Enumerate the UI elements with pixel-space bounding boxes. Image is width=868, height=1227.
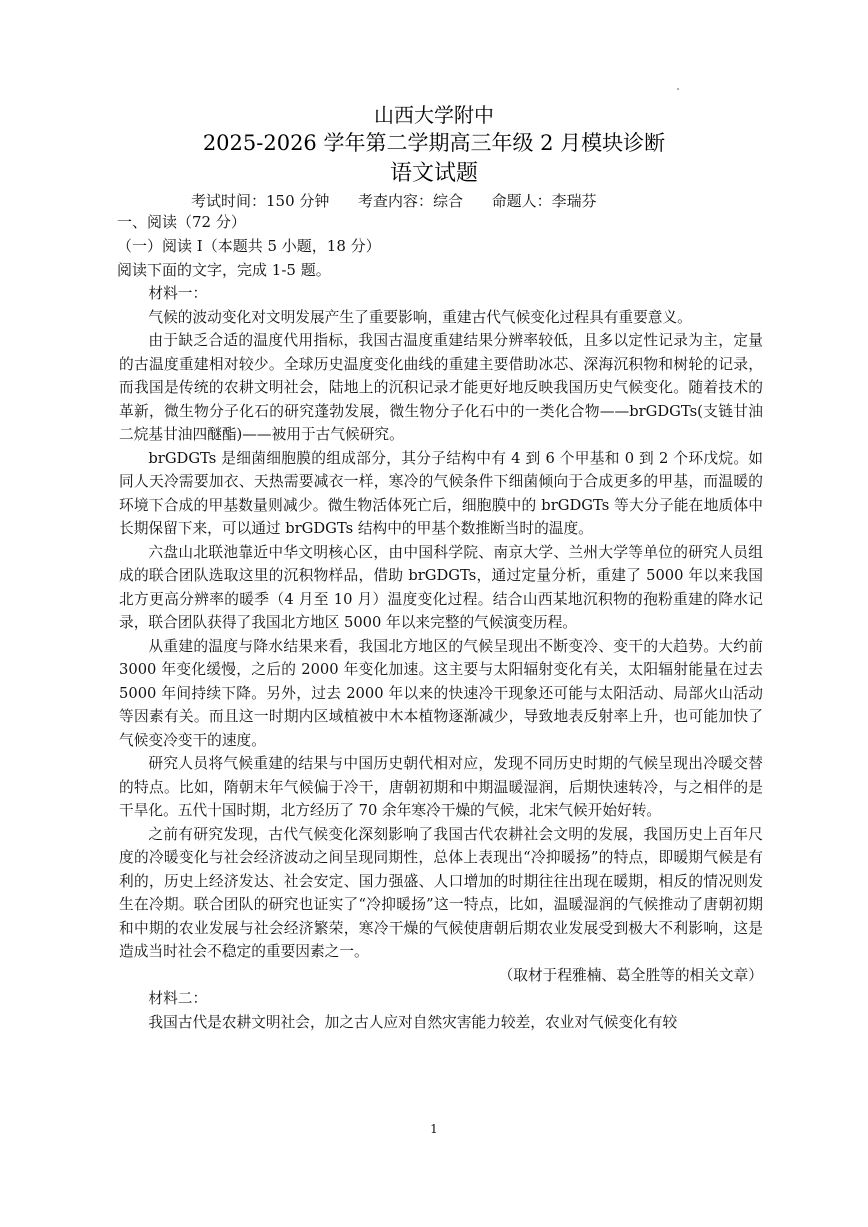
exam-author: 命题人：李瑞芬 [491,192,597,210]
source-citation: （取材于程雅楠、葛全胜等的相关文章） [498,966,763,984]
paragraph: 六盘山北联池靠近中华文明核心区，由中国科学院、南京大学、兰州大学等单位的研究人员组成的联合团队选取这里的沉积物样品，借助 brGDGTs，通过定量分析，重建了 5000 年以来我国北方更高分辨率的暖季（4 月至 10 月）温度变化过程。结合山西某地沉积物的孢粉重建的降水记录，联合团队获得了我国北方地区 5000 年以来完整的气候演变历程。 [119,543,763,631]
scan-speck [677,88,679,90]
material-label: 材料一： [148,285,208,302]
paragraph: 从重建的温度与降水结果来看，我国北方地区的气候呈现出不断变冷、变干的大趋势。大约前 3000 年变化缓慢，之后的 2000 年变化加速。这主要与太阳辐射变化有关，太阳辐射能量在过去 5000 年间持续下降。另外，过去 2000 年以来的快速冷干现象还可能与太阳活动、局部火山活动等因素有关。而且这一时期内区域植被中木本植物逐渐减少，导致地表反射率上升，也可能加快了气候变冷变干的速度。 [119,637,763,749]
reading-passage [119,282,763,1034]
paragraph: 研究人员将气候重建的结果与中国历史朝代相对应，发现不同历史时期的气候呈现出冷暖交替的特点。比如，隋朝末年气候偏于冷干，唐朝初期和中期温暖湿润，后期快速转冷，与之相伴的是干旱化。五代十国时期，北方经历了 70 余年寒冷干燥的气候，北宋气候开始好转。 [119,755,763,819]
subject-title: 语文试题 [389,161,478,186]
section-heading: 一、阅读（72 分） [117,213,246,231]
school-name: 山西大学附中 [374,103,494,127]
paragraph: 我国古代是农耕文明社会，加之古人应对自然灾害能力较差，农业对气候变化有较 [148,1013,678,1031]
exam-time: 考试时间：150 分钟 [191,192,330,210]
instruction-line: 阅读下面的文字，完成 1-5 题。 [117,261,331,279]
material-label: 材料二： [148,990,208,1007]
paragraph: 之前有研究发现，古代气候变化深刻影响了我国古代农耕社会文明的发展，我国历史上百年尺度的冷暖变化与社会经济波动之间呈现同期性，总体上表现出“冷抑暖扬”的特点，即暖期气候是有利的，历史上经济发达、社会安定、国力强盛、人口增加的时期往往出现在暖期，相反的情况则发生在冷期。联合团队的研究也证实了“冷抑暖扬”这一特点，比如，温暖湿润的气候推动了唐朝初期和中期的农业发展与社会经济繁荣，寒冷干燥的气候使唐朝后期农业发展受到极大不利影响，这是造成当时社会不稳定的重要因素之一。 [119,825,763,960]
paragraph: 由于缺乏合适的温度代用指标，我国古温度重建结果分辨率较低，且多以定性记录为主，定量的古温度重建相对较少。全球历史温度变化曲线的重建主要借助冰芯、深海沉积物和树轮的记录，而我国是传统的农耕文明社会，陆地上的沉积记录才能更好地反映我国历史气候变化。随着技术的革新，微生物分子化石的研究蓬勃发展，微生物分子化石中的一类化合物——brGDGTs(支链甘油二烷基甘油四醚酯)——被用于古气候研究。 [119,332,763,443]
exam-meta [191,191,597,211]
exam-content: 考查内容：综合 [358,192,464,210]
page-number: 1 [430,1122,438,1136]
paragraph: 气候的波动变化对文明发展产生了重要影响，重建古代气候变化过程具有重要意义。 [148,308,692,326]
paragraph: brGDGTs 是细菌细胞膜的组成部分，其分子结构中有 4 到 6 个甲基和 0 到 2 个环戊烷。如同人天冷需要加衣、天热需要减衣一样，寒冷的气候条件下细菌倾向于合成更多的甲基，而温暖的环境下合成的甲基数量则减少。微生物活体死亡后，细胞膜中的 brGDGTs 等大分子能在地质体中长期保留下来，可以通过 brGDGTs 结构中的甲基个数推断当时的温度。 [119,449,763,537]
subsection-heading: （一）阅读 I（本题共 5 小题，18 分） [117,237,381,255]
exam-title: 2025-2026 学年第二学期高三年级 2 月模块诊断 [202,131,666,155]
